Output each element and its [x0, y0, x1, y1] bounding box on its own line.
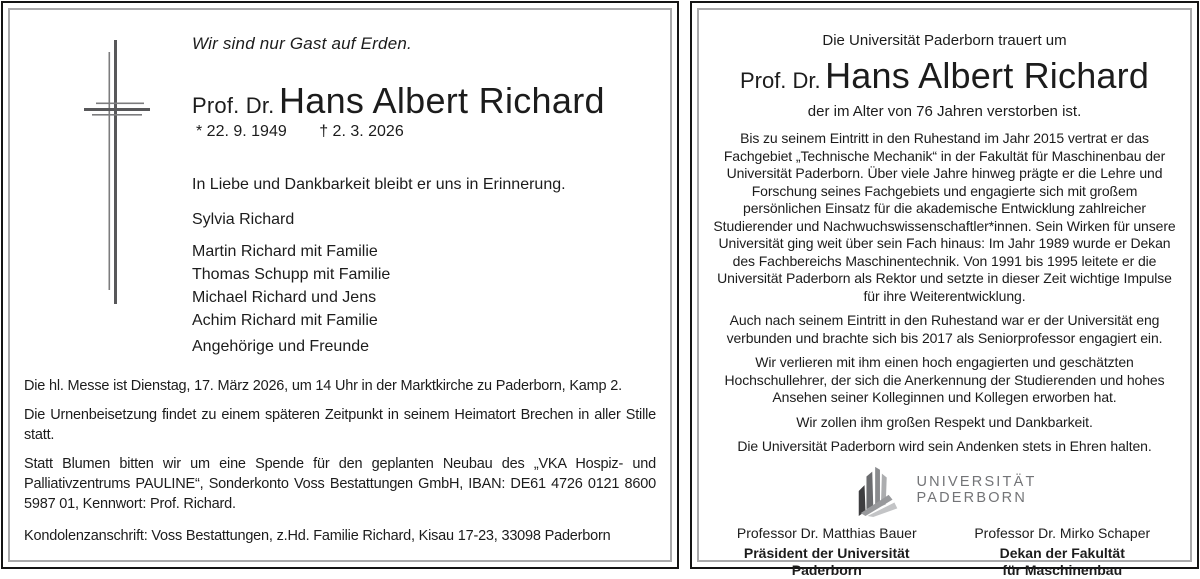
university-obituary-card [690, 1, 1199, 578]
donation-info-paragraph: Statt Blumen bitten wir um eine Spende für den geplanten Neubau des „VKA Hospiz- und Palliativzentrums PAULINE“, Sonderkonto Voss Bestattungen GmbH, IBAN: DE61 4726 0121 8600 5987 01, Kennwort: Prof. Richard. [24, 456, 656, 512]
signature-dean [945, 525, 1181, 579]
retirement-paragraph: Auch nach seinem Eintritt in den Ruhestand war er der Universität eng verbunden und brachte sich bis 2017 als Seniorprofessor engagiert ein. [726, 312, 1163, 346]
dean-role [945, 545, 1181, 579]
university-logo-icon [852, 463, 906, 517]
funeral-information [24, 376, 656, 555]
mourners-list [192, 208, 390, 358]
mourner-name: Martin Richard mit Familie [192, 243, 378, 260]
president-role [709, 545, 945, 579]
mourner-name: Michael Richard und Jens [192, 289, 377, 306]
university-intro-line: Die Universität Paderborn trauert um [822, 32, 1067, 49]
remembrance-line: In Liebe und Dankbarkeit bleibt er uns in Erinnerung. [192, 176, 566, 193]
dean-role-line2: für Maschinenbau [1002, 561, 1123, 578]
birth-date: * 22. 9. 1949 [196, 123, 287, 140]
mass-info-paragraph: Die hl. Messe ist Dienstag, 17. März 2026, um 14 Uhr in der Marktkirche zu Paderborn, Kamp 2. [24, 378, 622, 394]
cross-icon [62, 36, 174, 308]
family-obituary-inner-frame [8, 8, 672, 562]
loss-paragraph: Wir verlieren mit ihm einen hoch engagierten und geschätzten Hochschullehrer, der sich die Anerkennung der Studierenden und hohes Ansehen seiner Kolleginnen und Kollegen erworben hat. [724, 354, 1165, 405]
memorial-quote: Wir sind nur Gast auf Erden. [192, 34, 412, 53]
president-role-line2: Paderborn [791, 561, 862, 578]
university-logo-text [916, 474, 1036, 506]
president-role-line1: Präsident der Universität [743, 544, 910, 561]
condolence-address-paragraph: Kondolenzanschrift: Voss Bestattungen, z.Hd. Familie Richard, Kisau 17-23, 33098 Paderborn [24, 528, 611, 544]
tribute-text [709, 130, 1180, 456]
mourner-name: Thomas Schupp mit Familie [192, 266, 391, 283]
academic-title: Prof. Dr. [192, 93, 275, 118]
president-name: Professor Dr. Matthias Bauer [736, 524, 917, 541]
mourner-name: Sylvia Richard [192, 211, 295, 228]
family-obituary-card [1, 1, 679, 569]
respect-paragraph: Wir zollen ihm großen Respekt und Dankbarkeit. [796, 413, 1093, 430]
deceased-name: Hans Albert Richard [278, 80, 605, 121]
mourner-name: Achim Richard mit Familie [192, 312, 378, 329]
burial-info-paragraph: Die Urnenbeisetzung findet zu einem späteren Zeitpunkt in seinem Heimatort Brechen in aller Stille statt. [24, 407, 656, 443]
academic-title: Prof. Dr. [739, 68, 821, 93]
career-paragraph: Bis zu seinem Eintritt in den Ruhestand im Jahr 2015 vertrat er das Fachgebiet „Technische Mechanik“ in der Fakultät für Maschinenbau der Universität Paderborn. Über viele Jahre hinweg prägte er die Lehre und Forschung seines Fachgebiets und engagierte sich mit großem persönlichen Einsatz für die akademische Entwicklung zahlreicher Studierender und Nachwuchswissenschaftler*innen. Sein Wirken für unsere Universität ging weit über sein Fach hinaus: Im Jahr 1989 wurde er Dekan des Fachbereichs Maschinentechnik. Von 1991 bis 1995 leitete er die Universität Paderborn als Rektor und setzte in dieser Zeit wichtige Impulse für ihre Weiterentwicklung. [713, 130, 1176, 304]
death-date: † 2. 3. 2026 [319, 123, 404, 140]
university-obituary-inner-frame [697, 8, 1192, 578]
signature-president [709, 525, 945, 579]
life-dates [196, 123, 404, 141]
university-logo-line1: UNIVERSITÄT [916, 473, 1037, 490]
deceased-name-line [709, 55, 1180, 97]
university-logo-line2: PADERBORN [916, 489, 1028, 506]
age-line: der im Alter von 76 Jahren verstorben ist. [807, 103, 1082, 120]
deceased-name: Hans Albert Richard [825, 55, 1150, 96]
university-logo [709, 463, 1180, 517]
deceased-name-line [192, 80, 605, 122]
signatures [709, 525, 1180, 579]
dean-role-line1: Dekan der Fakultät [999, 544, 1125, 561]
memory-paragraph: Die Universität Paderborn wird sein Andenken stets in Ehren halten. [737, 438, 1152, 454]
mourner-name: Angehörige und Freunde [192, 338, 370, 355]
dean-name: Professor Dr. Mirko Schaper [974, 524, 1151, 541]
